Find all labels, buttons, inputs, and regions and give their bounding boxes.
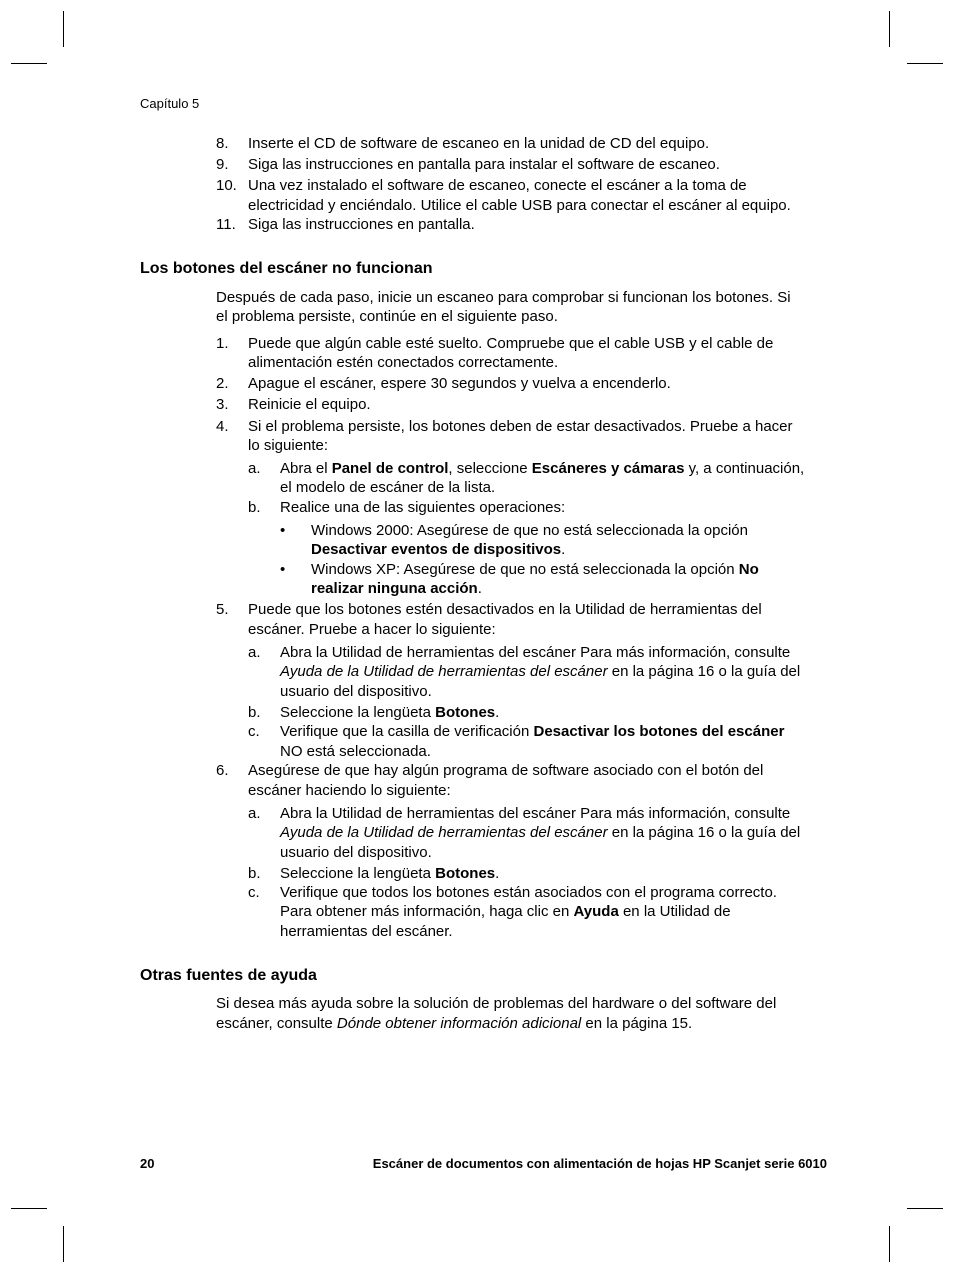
step-text: Siga las instrucciones en pantalla para instalar el software de escaneo. [248, 156, 720, 173]
step-text: Apague el escáner, espere 30 segundos y vuelva a encenderlo. [248, 375, 671, 392]
step-text: Puede que los botones estén desactivados en la Utilidad de herramientas del [248, 601, 762, 618]
step-number: 11. [216, 216, 236, 233]
bullet-text: Windows 2000: Asegúrese de que no está seleccionada la opción [311, 522, 748, 539]
step-number: 4. [216, 418, 229, 435]
step-text: escáner haciendo lo siguiente: [248, 782, 451, 799]
substep-letter: a. [248, 460, 261, 477]
paragraph: el problema persiste, continúe en el siguiente paso. [216, 308, 558, 325]
substep-text: Ayuda de la Utilidad de herramientas del escáner en la página 16 o la guía del [280, 663, 801, 680]
step-text: Puede que algún cable esté suelto. Compruebe que el cable USB y el cable de [248, 335, 774, 352]
section-heading: Los botones del escáner no funcionan [140, 260, 433, 277]
step-number: 2. [216, 375, 229, 392]
substep-text: Ayuda de la Utilidad de herramientas del escáner en la página 16 o la guía del [280, 824, 801, 841]
page-number: 20 [140, 1156, 155, 1171]
crop-mark [63, 11, 64, 47]
substep-text: Abra el Panel de control, seleccione Escáneres y cámaras y, a continuación, [280, 460, 805, 477]
crop-mark [63, 1226, 64, 1262]
step-text: Inserte el CD de software de escaneo en la unidad de CD del equipo. [248, 135, 710, 152]
bullet-text: realizar ninguna acción. [311, 580, 482, 597]
substep-text: Seleccione la lengüeta Botones. [280, 865, 500, 882]
bullet-icon: • [280, 561, 286, 578]
substep-letter: b. [248, 704, 261, 721]
step-number: 3. [216, 396, 229, 413]
step-text: escáner. Pruebe a hacer lo siguiente: [248, 621, 496, 638]
substep-text: Abra la Utilidad de herramientas del escáner Para más información, consulte [280, 644, 791, 661]
substep-text: usuario del dispositivo. [280, 683, 432, 700]
step-text: Asegúrese de que hay algún programa de software asociado con el botón del [248, 762, 764, 779]
step-text: Reinicie el equipo. [248, 396, 371, 413]
step-number: 8. [216, 135, 229, 152]
footer-title: Escáner de documentos con alimentación de hojas HP Scanjet serie 6010 [372, 1156, 827, 1171]
substep-text: Seleccione la lengüeta Botones. [280, 704, 500, 721]
crop-mark [907, 1208, 943, 1209]
substep-text: el modelo de escáner de la lista. [280, 479, 496, 496]
step-number: 6. [216, 762, 229, 779]
substep-text: NO está seleccionada. [280, 743, 431, 760]
step-number: 9. [216, 156, 229, 173]
paragraph: Después de cada paso, inicie un escaneo para comprobar si funcionan los botones. Si [216, 289, 791, 306]
substep-letter: a. [248, 805, 261, 822]
chapter-label: Capítulo 5 [140, 96, 200, 111]
crop-mark [907, 63, 943, 64]
crop-mark [11, 63, 47, 64]
step-number: 5. [216, 601, 229, 618]
substep-text: usuario del dispositivo. [280, 844, 432, 861]
step-text: lo siguiente: [248, 437, 329, 454]
substep-text: herramientas del escáner. [280, 923, 453, 940]
bullet-text: Desactivar eventos de dispositivos. [311, 541, 566, 558]
substep-text: Abra la Utilidad de herramientas del escáner Para más información, consulte [280, 805, 791, 822]
step-text: Una vez instalado el software de escaneo, conecte el escáner a la toma de [248, 177, 747, 194]
substep-letter: c. [248, 884, 260, 901]
step-number: 1. [216, 335, 229, 352]
step-number: 10. [216, 177, 237, 194]
step-text: Si el problema persiste, los botones deben de estar desactivados. Pruebe a hacer [248, 418, 793, 435]
paragraph: escáner, consulte Dónde obtener información adicional en la página 15. [216, 1015, 693, 1032]
substep-letter: a. [248, 644, 261, 661]
section-heading: Otras fuentes de ayuda [140, 967, 317, 984]
paragraph: Si desea más ayuda sobre la solución de problemas del hardware o del software del [216, 995, 777, 1012]
step-text: alimentación estén conectados correctamente. [248, 354, 559, 371]
substep-letter: c. [248, 723, 260, 740]
step-text: Siga las instrucciones en pantalla. [248, 216, 475, 233]
crop-mark [889, 11, 890, 47]
substep-text: Verifique que todos los botones están asociados con el programa correcto. [280, 884, 777, 901]
crop-mark [11, 1208, 47, 1209]
substep-text: Realice una de las siguientes operaciones: [280, 499, 566, 516]
crop-mark [889, 1226, 890, 1262]
bullet-icon: • [280, 522, 286, 539]
substep-text: Verifique que la casilla de verificación Desactivar los botones del escáner [280, 723, 785, 740]
substep-text: Para obtener más información, haga clic en Ayuda en la Utilidad de [280, 903, 731, 920]
bullet-text: Windows XP: Asegúrese de que no está seleccionada la opción No [311, 561, 759, 578]
step-text: electricidad y enciéndalo. Utilice el cable USB para conectar el escáner al equipo. [248, 197, 791, 214]
substep-letter: b. [248, 499, 261, 516]
substep-letter: b. [248, 865, 261, 882]
